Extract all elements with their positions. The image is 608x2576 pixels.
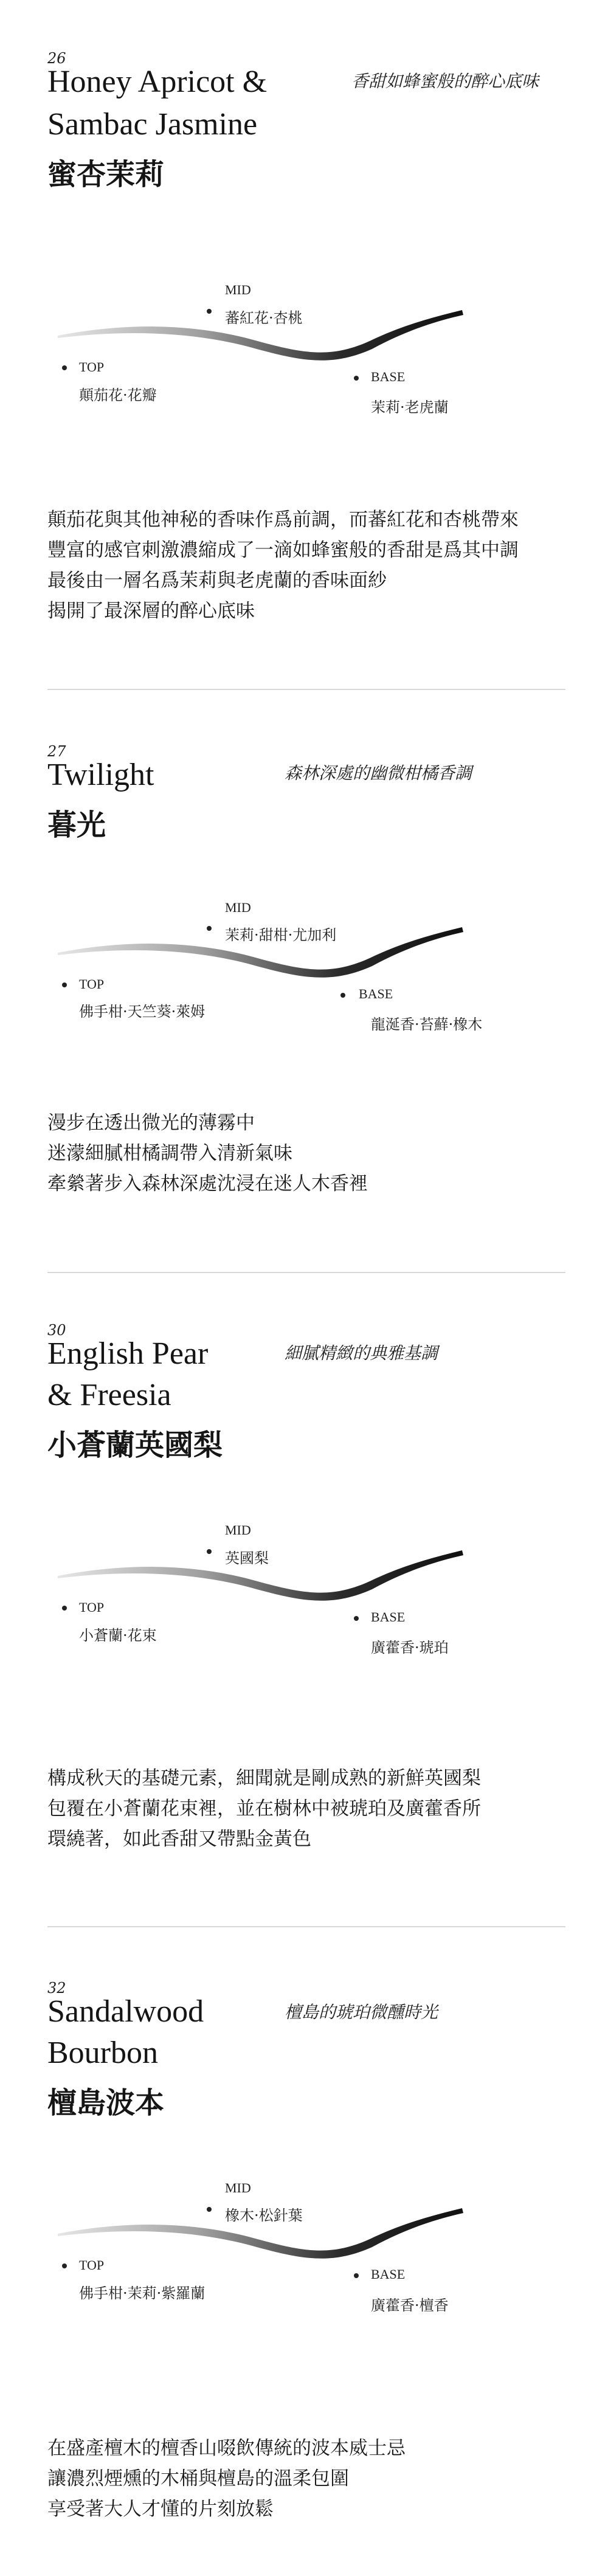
fragrance-section-twilight <box>0 699 608 1271</box>
description <box>47 1763 570 1854</box>
base-note-items: 茉莉·老虎蘭 <box>371 399 449 416</box>
base-note-items: 廣藿香·琥珀 <box>371 1639 449 1656</box>
base-note-dot <box>354 376 359 381</box>
mid-note-dot <box>207 1549 212 1554</box>
description-line: 漫步在透出微光的薄霧中 <box>47 1112 255 1134</box>
description <box>47 2433 570 2524</box>
title-english-line-2: Bourbon <box>47 2036 158 2070</box>
top-note-label: TOP <box>79 976 105 992</box>
description <box>47 1108 570 1199</box>
tagline: 森林深處的幽微柑橘香調 <box>285 763 472 783</box>
description-line: 讓濃烈煙燻的木桶與檀島的溫柔包圍 <box>47 2468 349 2490</box>
title-chinese: 檀島波本 <box>47 2086 165 2120</box>
mid-note-label: MID <box>225 1522 251 1538</box>
description-line: 享受著大人才懂的片刻放鬆 <box>47 2498 274 2520</box>
top-note-dot <box>62 982 67 987</box>
description <box>47 505 570 626</box>
title-chinese: 蜜杏茉莉 <box>47 157 165 192</box>
description-line: 構成秋天的基礎元素，細聞就是剛成熟的新鮮英國梨 <box>47 1767 481 1789</box>
base-note-label: BASE <box>371 369 406 384</box>
fragrance-section-english-pear <box>0 1283 608 1921</box>
description-line: 包覆在小蒼蘭花束裡，並在樹林中被琥珀及廣藿香所 <box>47 1798 481 1820</box>
section-divider <box>47 689 565 690</box>
description-line: 豐富的感官刺激濃縮成了一滴如蜂蜜般的香甜是爲其中調 <box>47 539 519 561</box>
base-note-dot <box>354 1616 359 1621</box>
section-divider <box>47 1926 565 1927</box>
fragrance-number: 27 <box>47 743 66 760</box>
base-note-label: BASE <box>371 2267 406 2282</box>
top-note-items: 佛手柑·茉莉·紫羅蘭 <box>79 2285 206 2302</box>
top-note-dot <box>62 1606 67 1611</box>
title-english-line-2: & Freesia <box>47 1378 171 1412</box>
title-english-line-1: Honey Apricot & <box>47 64 268 99</box>
base-note-items: 廣藿香·檀香 <box>371 2297 449 2314</box>
description-line: 迷濛細膩柑橘調帶入清新氣味 <box>47 1142 292 1164</box>
fragrance-section-honey-apricot <box>0 0 608 687</box>
description-line: 在盛產檀木的檀香山啜飲傳統的波本威士忌 <box>47 2437 406 2459</box>
fragrance-number: 30 <box>47 1322 66 1339</box>
mid-note-items: 蕃紅花·杏桃 <box>225 309 303 326</box>
title-english-line-2: Sambac Jasmine <box>47 107 258 142</box>
mid-note-label: MID <box>225 282 251 297</box>
base-note-dot <box>354 2273 359 2278</box>
mid-note-dot <box>207 309 212 314</box>
mid-note-dot <box>207 926 212 931</box>
title-chinese: 小蒼蘭英國梨 <box>47 1428 223 1462</box>
fragrance-number: 26 <box>47 50 66 67</box>
top-note-label: TOP <box>79 2257 105 2273</box>
base-note-items: 龍涎香·苔蘚·橡木 <box>371 1016 483 1033</box>
title-english-line-1: Sandalwood <box>47 1994 204 2029</box>
description-line: 最後由一層名爲茉莉與老虎蘭的香味面紗 <box>47 570 387 592</box>
mid-note-label: MID <box>225 900 251 915</box>
mid-note-items: 橡木·松針葉 <box>225 2207 303 2224</box>
top-note-items: 小蒼蘭·花束 <box>79 1627 157 1644</box>
tagline: 檀島的琥珀微醺時光 <box>285 2002 438 2022</box>
tagline: 香甜如蜂蜜般的醉心底味 <box>351 71 539 91</box>
description-line: 牽縈著步入森林深處沈浸在迷人木香裡 <box>47 1173 368 1195</box>
tagline: 細膩精緻的典雅基調 <box>285 1343 438 1363</box>
section-divider <box>47 1272 565 1273</box>
top-note-label: TOP <box>79 359 105 375</box>
title-chinese: 暮光 <box>47 808 106 842</box>
top-note-items: 佛手柑·天竺葵·萊姆 <box>79 1003 206 1020</box>
top-note-items: 顛茄花·花瓣 <box>79 387 157 404</box>
mid-note-items: 英國梨 <box>225 1550 269 1567</box>
base-note-label: BASE <box>371 1609 406 1625</box>
mid-note-dot <box>207 2207 212 2212</box>
description-line: 揭開了最深層的醉心底味 <box>47 600 255 622</box>
title-english-line-1: English Pear <box>47 1336 209 1371</box>
mid-note-items: 茉莉·甜柑·尤加利 <box>225 927 337 944</box>
description-line: 顛茄花與其他神秘的香味作爲前調，而蕃紅花和杏桃帶來 <box>47 509 519 531</box>
top-note-dot <box>62 365 67 370</box>
base-note-dot <box>340 993 345 998</box>
top-note-label: TOP <box>79 1600 105 1615</box>
description-line: 環繞著，如此香甜又帶點金黃色 <box>47 1828 311 1850</box>
base-note-label: BASE <box>359 986 393 1001</box>
title-english-line-1: Twilight <box>47 758 154 792</box>
fragrance-number: 32 <box>47 1980 66 1997</box>
top-note-dot <box>62 2263 67 2268</box>
mid-note-label: MID <box>225 2180 251 2195</box>
fragrance-section-sandalwood-bourbon <box>0 1937 608 2575</box>
